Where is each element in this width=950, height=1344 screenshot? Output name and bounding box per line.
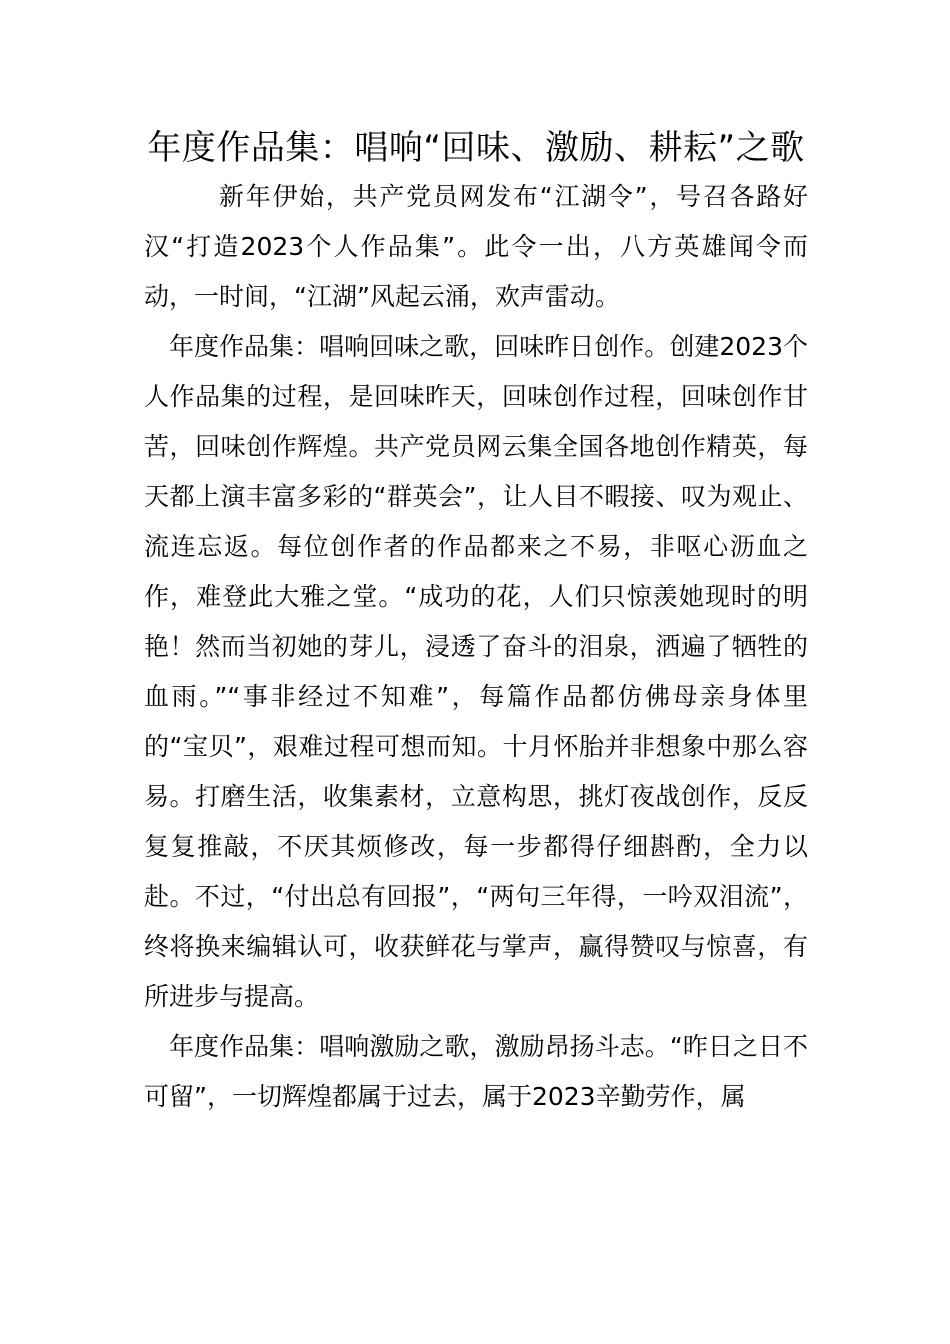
document-title: 年度作品集：唱响“回味、激励、耕耘”之歌 — [147, 128, 805, 168]
paragraph-intro: 新年伊始，共产党员网发布“江湖令”，号召各路好汉“打造2023个人作品集”。此令一出，八方英雄闻令而动，一时间，“江湖”风起云涌，欢声雷动。 — [144, 182, 808, 311]
paragraph-inspire: 年度作品集：唱响激励之歌，激励昂扬斗志。“昨日之日不可留”，一切辉煌都属于过去，属于2023辛勤劳作，属 — [144, 1032, 808, 1111]
paragraph-reminisce: 年度作品集：唱响回味之歌，回味昨日创作。创建2023个人作品集的过程，是回味昨天，回味创作过程，回味创作甘苦，回味创作辉煌。共产党员网云集全国各地创作精英，每天都上演丰富多彩的“群英会”，让人目不暇接、叹为观止、流连忘返。每位创作者的作品都来之不易，非呕心沥血之作，难登此大雅之堂。“成功的花，人们只惊羡她现时的明艳！然而当初她的芽儿，浸透了奋斗的泪泉，洒遍了牺牲的血雨。”“事非经过不知难”，每篇作品都仿佛母亲身体里的“宝贝”，艰难过程可想而知。十月怀胎并非想象中那么容易。打磨生活，收集素材，立意构思，挑灯夜战创作，反反复复推敲，不厌其烦修改，每一步都得仔细斟酌，全力以赴。不过，“付出总有回报”，“两句三年得，一吟双泪流”，终将换来编辑认可，收获鲜花与掌声，赢得赞叹与惊喜，有所进步与提高。 — [144, 332, 808, 1011]
document-page — [144, 124, 808, 1122]
